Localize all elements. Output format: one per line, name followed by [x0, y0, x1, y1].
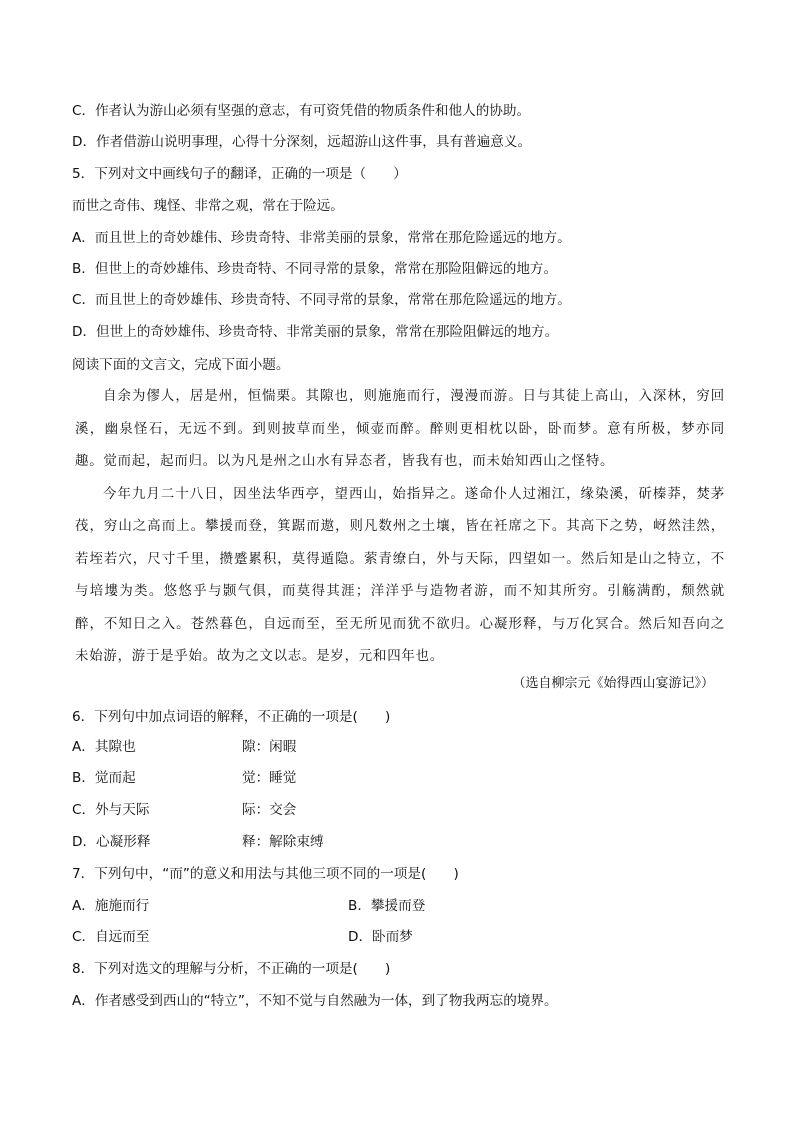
q5-stem: 5．下列对文中画线句子的翻译，正确的一项是（ ）: [72, 166, 407, 182]
q7-option-b: B．攀援而登: [348, 898, 426, 914]
q8-stem: 8．下列对选文的理解与分析，不正确的一项是( ): [72, 961, 391, 977]
passage-source: （选自柳宗元《始得西山宴游记》）: [512, 676, 714, 691]
q5-option-a: A．而且世上的奇妙雄伟、珍贵奇特、非常美丽的景象，常常在那危险遥远的地方。: [72, 230, 571, 246]
q4-option-c: C．作者认为游山必须有坚强的意志，有可资凭借的物质条件和他人的协助。: [72, 103, 531, 119]
q6-option-b: B．觉而起: [72, 770, 136, 786]
q5-option-b: B．但世上的奇妙雄伟、珍贵奇特、不同寻常的景象，常常在那险阻僻远的地方。: [72, 261, 558, 277]
q5-option-d: D．但世上的奇妙雄伟、珍贵奇特、非常美丽的景象，常常在那险阻僻远的地方。: [72, 324, 559, 340]
q7-option-c: C．自远而至: [72, 929, 150, 945]
passage-paragraph-1: 自余为僇人，居是州，恒惴栗。其隙也，则施施而行，漫漫而游。日与其徒上高山，入深林，穷回溪，幽泉怪石，无远不到。到则披草而坐，倾壶而醉。醉则更相枕以卧，卧而梦。意有所极，梦亦同趣。觉而起，起而归。以为凡是州之山水有异态者，皆我有也，而未始知西山之怪特。: [75, 389, 725, 469]
q5-quoted-sentence: 而世之奇伟、瑰怪、非常之观，常在于险远。: [72, 198, 344, 214]
q8-option-a: A．作者感受到西山的“特立”，不知不觉与自然融为一体，到了物我两忘的境界。: [72, 993, 558, 1009]
q5-option-c: C．而且世上的奇妙雄伟、珍贵奇特、不同寻常的景象，常常在那危险遥远的地方。: [72, 292, 571, 308]
q6-option-b-gloss: 觉：睡觉: [242, 770, 297, 786]
q7-stem: 7．下列句中，“而”的意义和用法与其他三项不同的一项是( ): [72, 866, 459, 882]
reading-instruction: 阅读下面的文言文，完成下面小题。: [72, 357, 290, 373]
q6-option-a-gloss: 隙：闲暇: [242, 739, 297, 755]
q4-option-d: D．作者借游山说明事理，心得十分深刻，远超游山这件事，具有普遍意义。: [72, 134, 532, 150]
q6-stem: 6．下列句中加点词语的解释，不正确的一项是( ): [72, 709, 391, 725]
passage-paragraph-2: 今年九月二十八日，因坐法华西亭，望西山，始指异之。遂命仆人过湘江，缘染溪，斫榛莽，焚茅茷，穷山之高而上。攀援而登，箕踞而遨，则凡数州之土壤，皆在衽席之下。其高下之势，岈然洼然，若垤若穴，尺寸千里，攒蹙累积，莫得遁隐。萦青缭白，外与天际，四望如一。然后知是山之特立，不与培塿为类。悠悠乎与颢气俱，而莫得其涯；洋洋乎与造物者游，而不知其所穷。引觞满酌，颓然就醉，不知日之入。苍然暮色，自远而至，至无所见而犹不欲归。心凝形释，与万化冥合。然后知吾向之未始游，游于是乎始。故为之文以志。是岁，元和四年也。: [75, 486, 725, 664]
q7-option-a: A．施施而行: [72, 898, 150, 914]
q6-option-d: D．心凝形释: [72, 834, 151, 850]
q6-option-d-gloss: 释：解除束缚: [242, 834, 324, 850]
q6-option-c-gloss: 际：交会: [242, 802, 297, 818]
q6-option-c: C．外与天际: [72, 802, 150, 818]
q6-option-a: A．其隙也: [72, 739, 136, 755]
q7-option-d: D．卧而梦: [348, 929, 413, 945]
classical-passage: [75, 381, 725, 674]
